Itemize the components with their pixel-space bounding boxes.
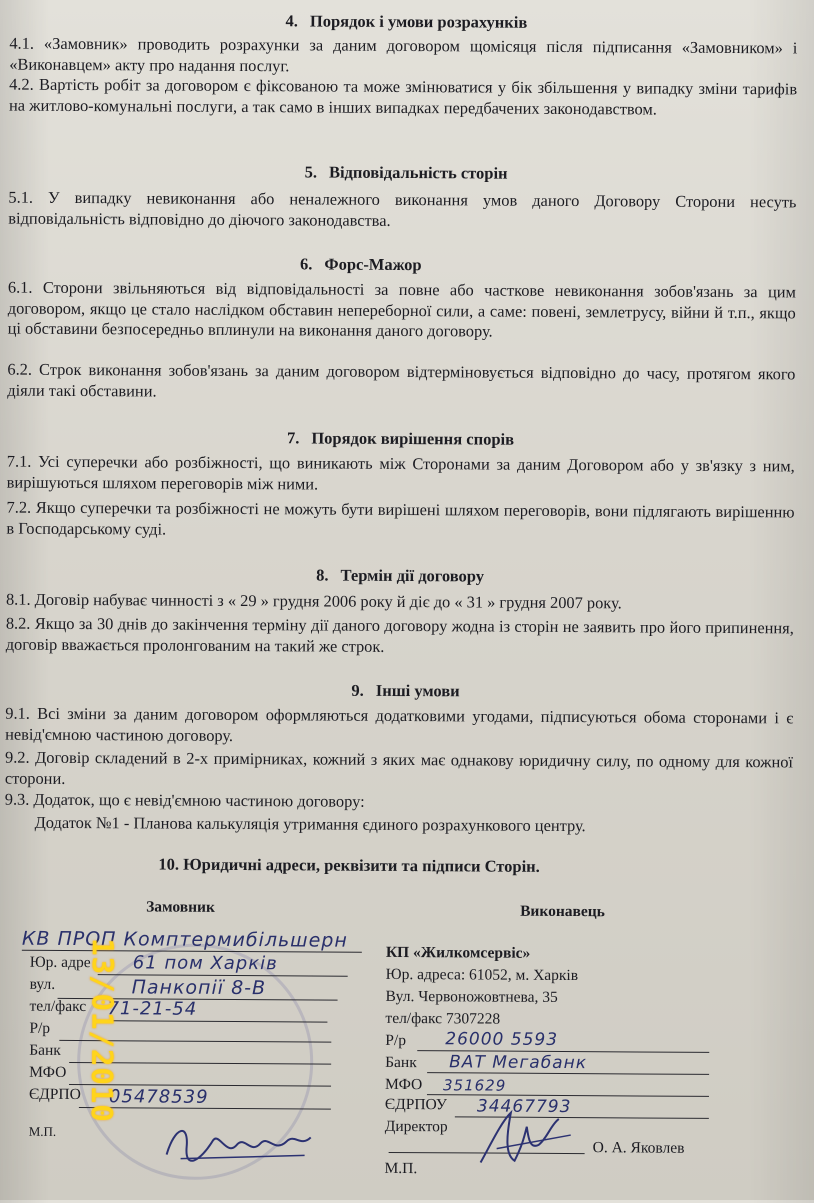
clause-4-1: 4.1. «Замовник» проводить розрахунки за даним договором щомісяця після підписання «Замовником» і «Виконавцем» акту про надання послуг. <box>9 33 798 75</box>
customer-bank-label: Банк <box>29 1041 61 1059</box>
customer-address-label: Юр. адре <box>29 953 91 972</box>
section-9-heading: 9. Інші умови <box>351 680 460 701</box>
customer-mfo-label: МФО <box>29 1063 67 1081</box>
clause-5-1: 5.1. У випадку невиконання або неналежного виконання умов даного Договору Сторони несуть відповідальність відповідно до діючого законодавства. <box>8 187 797 230</box>
clause-7-2: 7.2. Якщо суперечки та розбіжності не можуть бути вирішені шляхом переговорів, вони підлягають вирішенню в Господарському суді. <box>6 497 795 539</box>
contractor-street: Вул. Червоножовтнева, 35 <box>385 987 558 1006</box>
section-8-heading: 8. Термін дії договору <box>316 565 485 586</box>
section-10-heading: 10. Юридичні адреси, реквізити та підписи Сторін. <box>158 854 540 876</box>
contractor-edrpou-label: ЄДРПОУ <box>384 1095 447 1114</box>
clause-8-1: 8.1. Договір набуває чинності з « 29 » грудня 2006 року й діє до « 31 » грудня 2007 року. <box>5 589 622 613</box>
clause-9-1: 9.1. Всі зміни за даним договором оформляються додатковими угодами, підписуються обома сторонами і є невід'ємною частиною договору. <box>5 703 794 745</box>
contractor-director-label: Директор <box>384 1117 448 1136</box>
clause-7-1: 7.1. Усі суперечки або розбіжності, що виникають між Сторонами за даним Договором або у зв'язку з ним, вирішуються шляхом переговорів між ними. <box>6 451 795 493</box>
photo-date-stamp: 13/01/2010 <box>84 938 120 1123</box>
customer-name-handwritten: КВ ПРОП Комптермибільшерн <box>21 927 348 952</box>
section-4-heading: 4. Порядок і умови розрахунків <box>285 11 528 32</box>
contractor-mfo-handwritten: 351629 <box>442 1076 507 1095</box>
customer-street-label: вул. <box>29 975 56 993</box>
customer-edrpou-label: ЄДРПО <box>28 1085 81 1104</box>
contractor-phone: тел/факс 7307228 <box>385 1009 501 1028</box>
customer-street-handwritten: Панкопії 8-В <box>131 976 267 1000</box>
contractor-bank-line <box>427 1072 709 1075</box>
customer-heading: Замовник <box>146 898 215 916</box>
section-6-heading: 6. Форс-Мажор <box>299 254 422 275</box>
clause-6-1: 6.1. Сторони звільняються від відповідальності за повне або часткове невиконання зобов'язань за цим договором, якщо це стало наслідком обставин непереборної сили, а саме: повені, землетрусу, війни й т.п., якщо ці обставини безпосередньо вплинули на виконання даного договору. <box>7 277 796 341</box>
contractor-bank-label: Банк <box>385 1053 417 1072</box>
contractor-seal-label: М.П. <box>384 1159 418 1178</box>
contractor-bank-handwritten: ВАТ Мегабанк <box>449 1052 588 1074</box>
contractor-mfo-label: МФО <box>384 1075 423 1094</box>
contractor-heading: Виконавець <box>520 902 605 921</box>
contractor-name: КП «Жилкомсервіс» <box>385 943 531 962</box>
clause-8-2: 8.2. Якщо за 30 днів до закінчення терміну дії даного договору жодна із сторін не заявить про його припинення, договір вважається пролонгованим на такий же строк. <box>5 613 794 656</box>
clause-9-3: 9.3. Додаток, що є невід'ємною частиною договору: <box>4 789 365 811</box>
appendix-1: Додаток №1 - Планова калькуляція утримання єдиного розрахункового центру. <box>34 812 586 836</box>
clause-4-2: 4.2. Вартість робіт за договором є фіксованою та може змінюватися у бік збільшення у випадку зміни тарифів на житлово-комунальні послуги, а так само в інших випадках передбачених законодавством. <box>8 74 798 119</box>
customer-phone-label: тел/факс <box>29 997 87 1016</box>
contractor-account-handwritten: 26000 5593 <box>445 1029 559 1050</box>
contractor-account-label: Р/р <box>385 1031 407 1050</box>
customer-address-handwritten: 61 пом Харків <box>132 952 278 975</box>
clause-9-2: 9.2. Договір складений в 2-х примірниках, кожний з яких має однакову юридичну силу, по одному для кожної сторони. <box>4 747 794 788</box>
section-7-heading: 7. Порядок вирішення спорів <box>286 428 515 449</box>
contractor-signature <box>466 1104 586 1175</box>
contractor-director-name: О. А. Яковлев <box>592 1139 685 1157</box>
customer-signature <box>157 1117 317 1168</box>
customer-phone-handwritten: 71-21-54 <box>107 998 198 1020</box>
customer-edrpou-handwritten: 05478539 <box>108 1086 209 1108</box>
customer-seal-label: М.П. <box>28 1123 57 1139</box>
customer-account-label: Р/р <box>29 1019 51 1037</box>
contractor-address: Юр. адреса: 61052, м. Харків <box>385 965 579 985</box>
contractor-edrpou-handwritten: 34467793 <box>476 1096 572 1118</box>
clause-6-2: 6.2. Строк виконання зобов'язань за даним договором відтерміновується відповідно до часу, протягом якого діяли такі обставини. <box>7 359 796 401</box>
section-5-heading: 5. Відповідальність сторін <box>304 162 508 183</box>
